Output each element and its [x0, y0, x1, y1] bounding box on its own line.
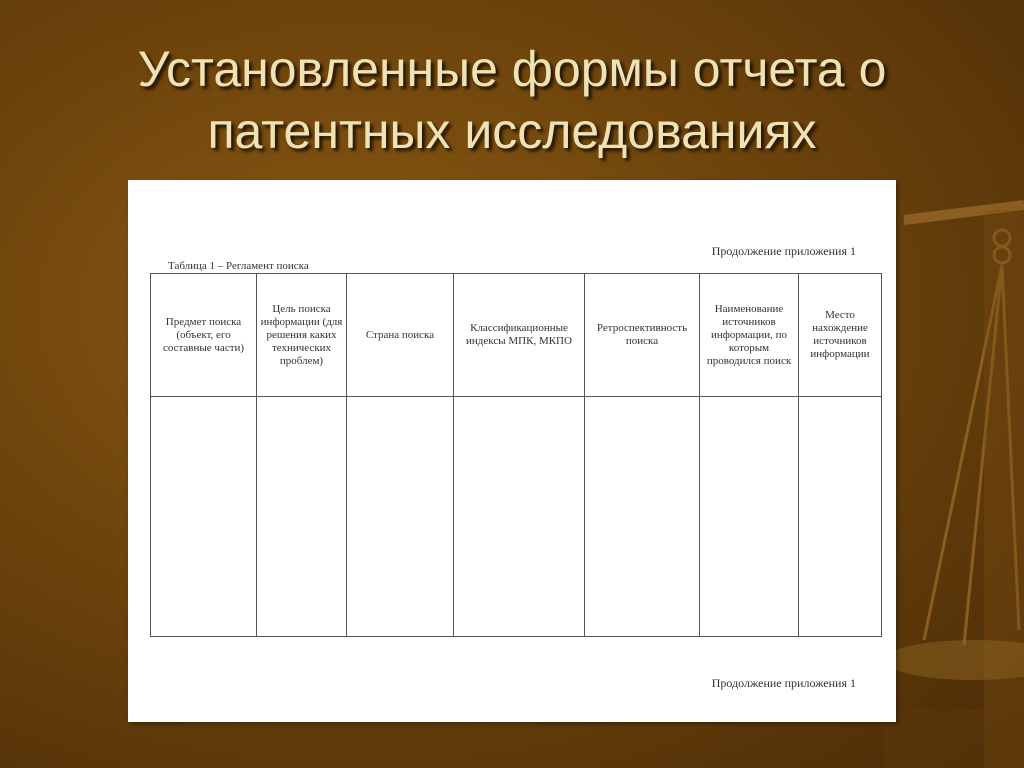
table-cell	[700, 397, 799, 637]
table-caption: Таблица 1 – Регламент поиска	[168, 260, 309, 272]
table-cell	[347, 397, 454, 637]
column-header-sources: Наименование источников информации, по которым проводился поиск	[700, 274, 799, 397]
column-header-purpose: Цель поиска информации (для решения каких технических проблем)	[257, 274, 347, 397]
table-cell	[585, 397, 700, 637]
column-header-retrospectivity: Ретроспективность поиска	[585, 274, 700, 397]
table-cell	[257, 397, 347, 637]
table-header-row	[151, 274, 882, 397]
column-header-subject: Предмет поиска (объект, его составные части)	[151, 274, 257, 397]
continuation-label-bottom: Продолжение приложения 1	[711, 676, 856, 690]
document-page	[128, 180, 896, 722]
column-header-country: Страна поиска	[347, 274, 454, 397]
slide-title-line-1: Установленные формы отчета о	[137, 41, 887, 97]
search-regulation-table	[150, 273, 882, 637]
column-header-classification: Классификационные индексы МПК, МКПО	[454, 274, 585, 397]
table-cell	[454, 397, 585, 637]
table-row	[151, 397, 882, 637]
continuation-label-top: Продолжение приложения 1	[711, 244, 856, 258]
table-cell	[151, 397, 257, 637]
slide-title	[0, 38, 1024, 162]
slide-title-line-2: патентных исследованиях	[207, 103, 817, 159]
table-cell	[799, 397, 882, 637]
column-header-location: Место нахождение источников информации	[799, 274, 882, 397]
